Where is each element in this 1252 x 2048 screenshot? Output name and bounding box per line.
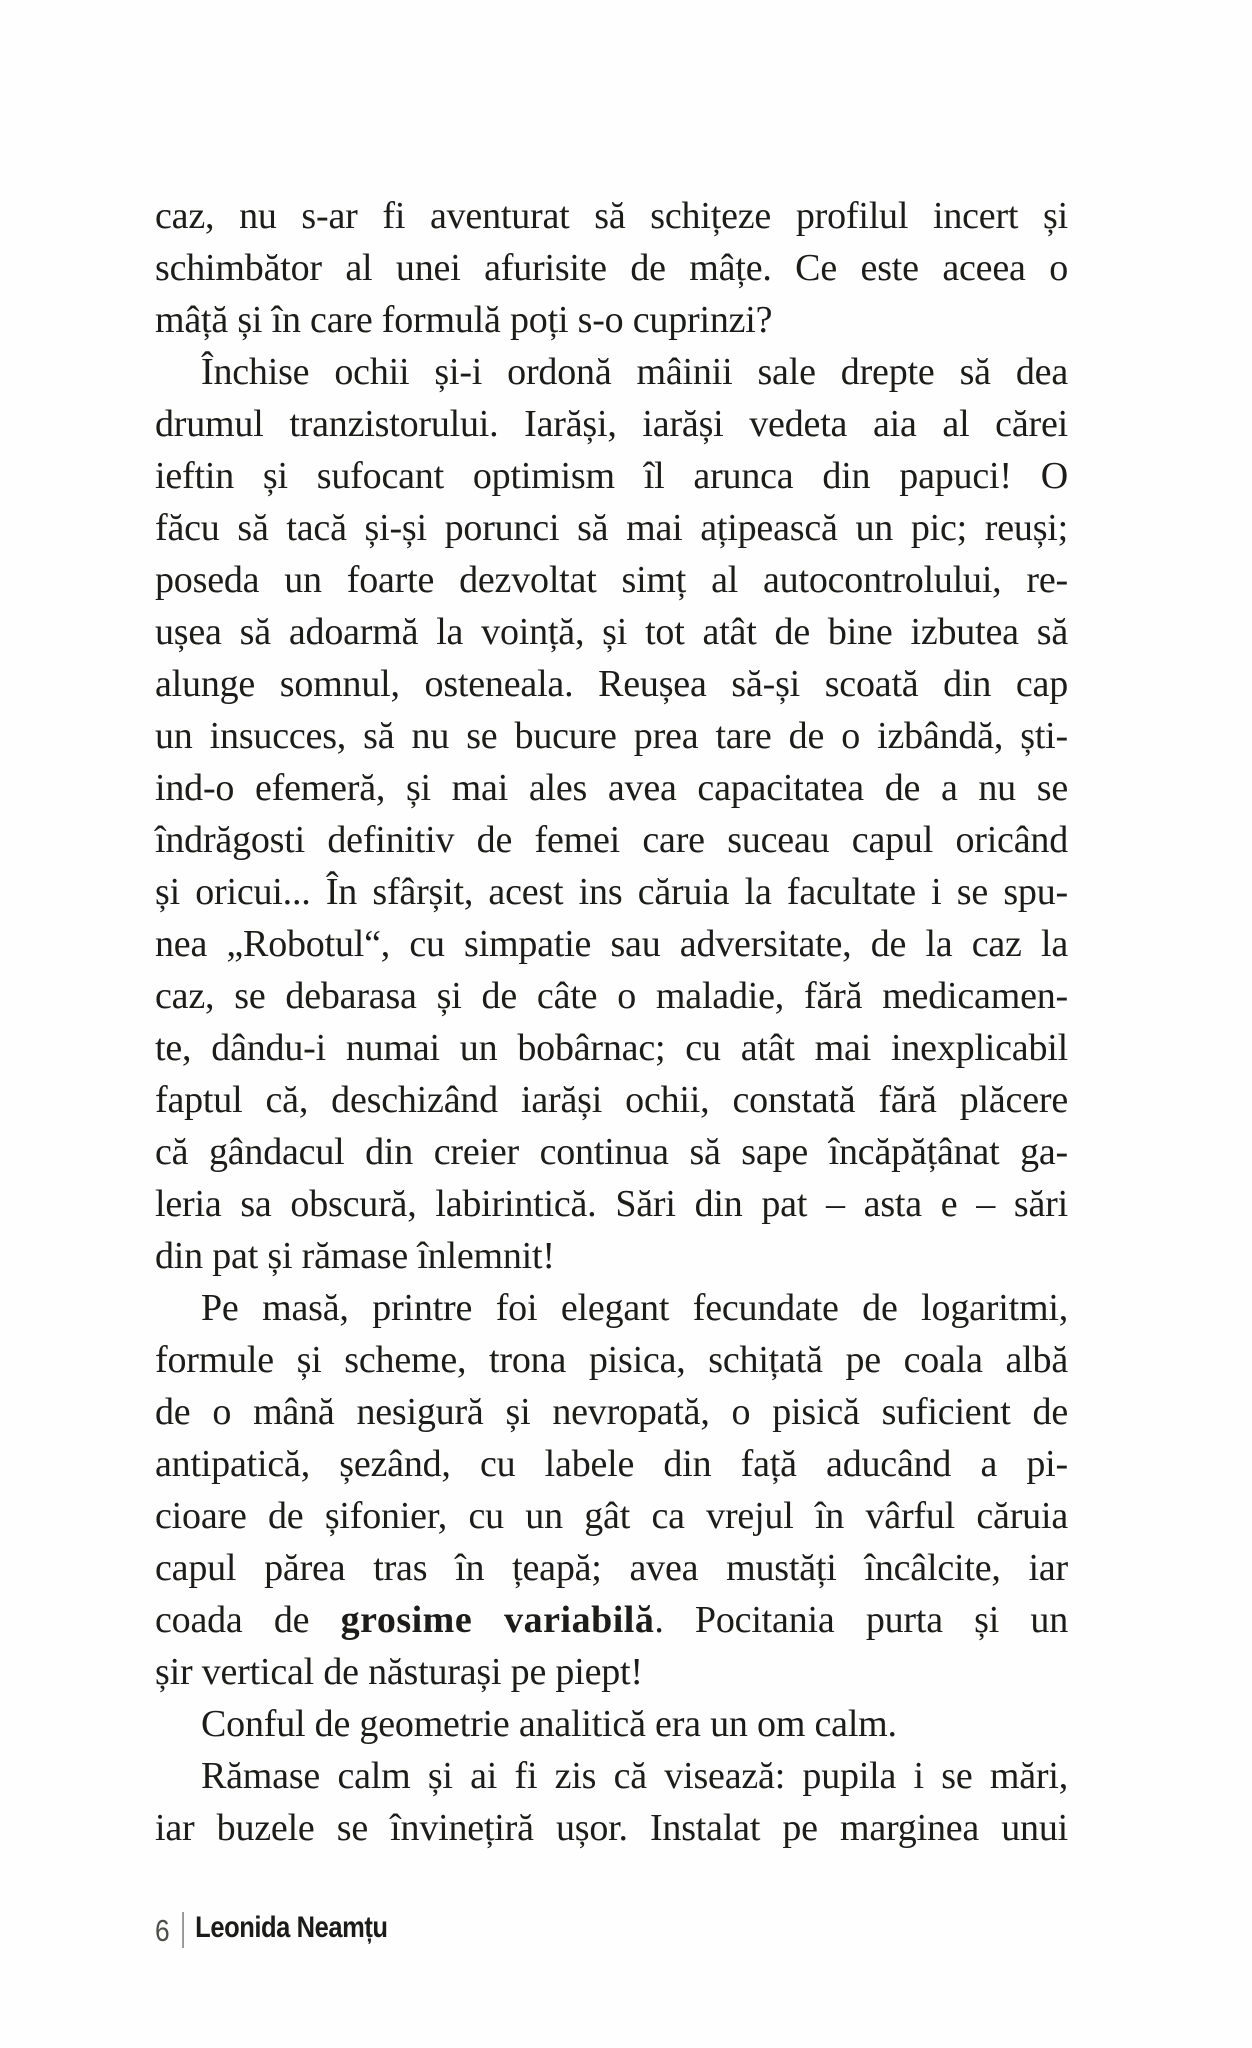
text-line: capul părea tras în țeapă; avea mustăți încâlcite, iar (155, 1547, 1068, 1589)
footer-separator (182, 1912, 184, 1948)
text-line: caz, nu s-ar fi aventurat să schițeze profilul incert și (155, 195, 1068, 237)
text-line: antipatică, șezând, cu labele din față aducând a pi- (155, 1443, 1068, 1485)
text-line: că gândacul din creier continua să sape încăpățânat ga- (155, 1131, 1068, 1173)
text-line: de o mână nesigură și nevropată, o pisică suficient de (155, 1391, 1068, 1433)
text-line: coada de grosime variabilă. Pocitania purta și un (155, 1599, 1069, 1641)
text-line: iar buzele se învinețiră ușor. Instalat pe marginea unui (155, 1807, 1068, 1849)
text-line: cioare de șifonier, cu un gât ca vrejul în vârful căruia (155, 1495, 1068, 1537)
text-line: alunge somnul, osteneala. Reușea să-și scoată din cap (155, 663, 1068, 705)
text-line: poseda un foarte dezvoltat simț al autocontrolului, re- (155, 559, 1068, 601)
text-line: Rămase calm și ai fi zis că visează: pupila i se mări, (201, 1755, 1068, 1797)
text-line: făcu să tacă și-și porunci să mai ațipească un pic; reuși; (155, 507, 1068, 549)
text-line: șir vertical de năsturași pe piept! (155, 1651, 643, 1693)
body-text (155, 190, 1068, 1854)
author-name: Leonida Neamțu (195, 1911, 388, 1944)
text-line: din pat și rămase înlemnit! (155, 1235, 555, 1277)
text-line: mâță și în care formulă poți s-o cuprinzi? (155, 299, 773, 341)
text-line: Închise ochii și-i ordonă mâinii sale drepte să dea (201, 351, 1068, 393)
text-line: formule și scheme, trona pisica, schițată pe coala albă (155, 1339, 1068, 1381)
text-line: leria sa obscură, labirintică. Sări din pat – asta e – sări (155, 1183, 1068, 1225)
page-footer (155, 1908, 388, 1952)
text-line: faptul că, deschizând iarăși ochii, constată fără plăcere (155, 1079, 1068, 1121)
text-line: te, dându-i numai un bobârnac; cu atât mai inexplicabil (155, 1027, 1068, 1069)
text-line: îndrăgosti definitiv de femei care suceau capul oricând (155, 819, 1068, 861)
text-line: ușea să adoarmă la voință, și tot atât de bine izbutea să (155, 611, 1068, 653)
text-line: drumul tranzistorului. Iarăși, iarăși vedeta aia al cărei (155, 403, 1068, 445)
text-line: caz, se debarasa și de câte o maladie, fără medicamen- (155, 975, 1068, 1017)
page-number: 6 (155, 1912, 170, 1948)
text-line: Pe masă, printre foi elegant fecundate de logaritmi, (201, 1287, 1068, 1329)
text-line: și oricui... În sfârșit, acest ins căruia la facultate i se spu- (155, 871, 1068, 913)
text-line: Conful de geometrie analitică era un om calm. (201, 1703, 897, 1745)
text-line: un insucces, să nu se bucure prea tare de o izbândă, ști- (155, 715, 1068, 757)
text-line: ieftin și sufocant optimism îl arunca din papuci! O (155, 455, 1068, 497)
text-line: ind-o efemeră, și mai ales avea capacitatea de a nu se (155, 767, 1068, 809)
text-line: nea „Robotul“, cu simpatie sau adversitate, de la caz la (155, 923, 1068, 965)
text-line: schimbător al unei afurisite de mâțe. Ce este aceea o (155, 247, 1068, 289)
